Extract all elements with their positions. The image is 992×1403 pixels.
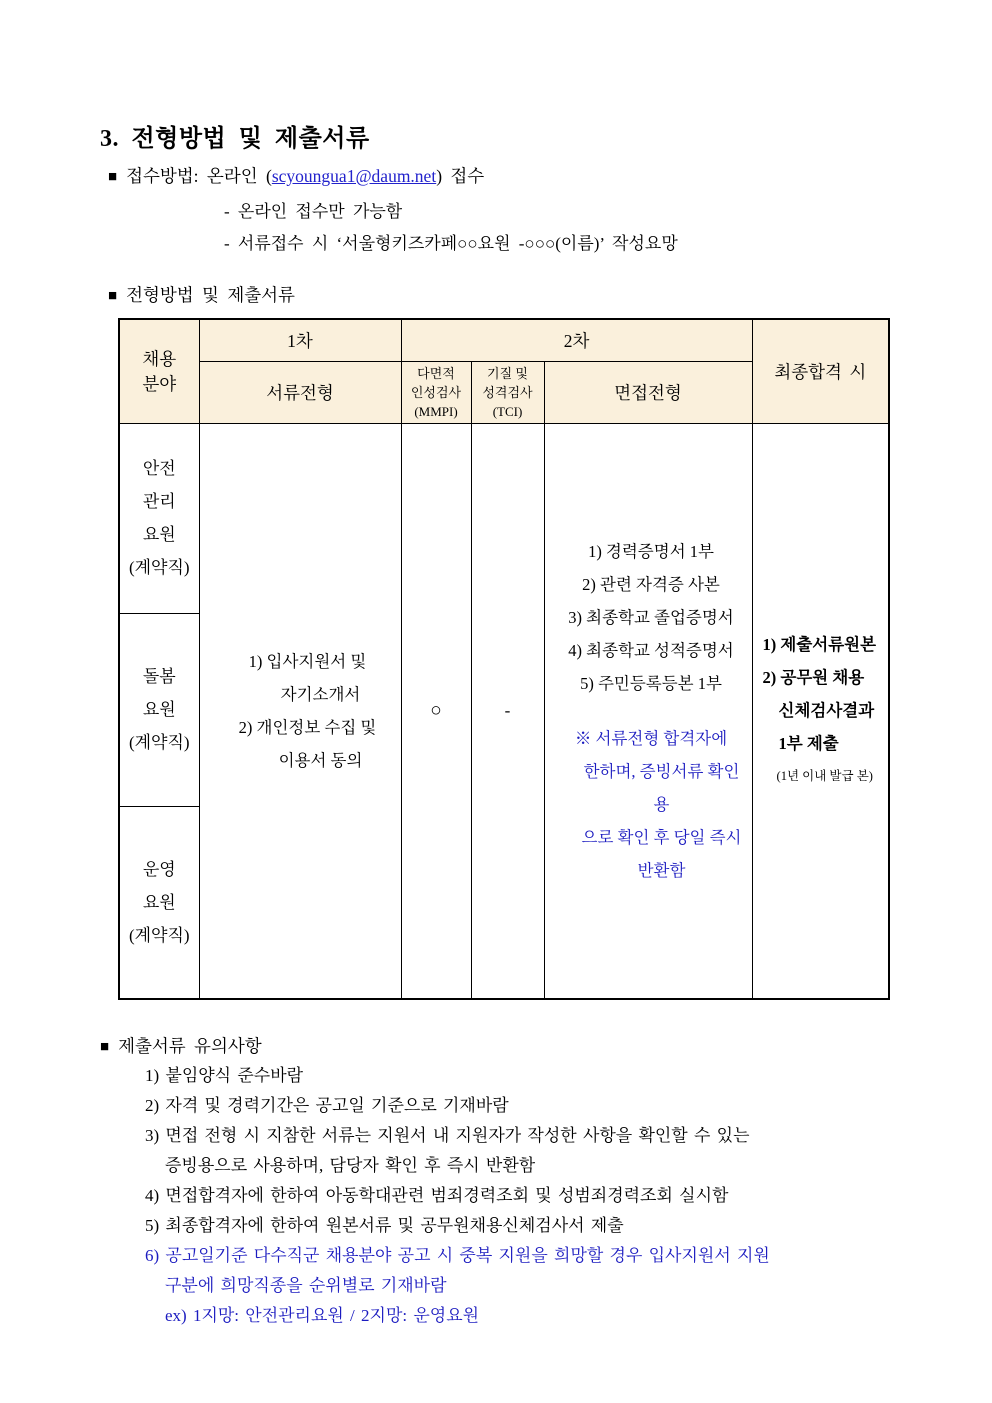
cell-mmpi-mark: ○	[401, 423, 471, 999]
note-line: 증빙용으로 사용하며, 담당자 확인 후 즉시 반환함	[165, 1156, 536, 1175]
cell-interview-requirements: 1) 경력증명서 1부 2) 관련 자격증 사본 3) 최종학교 졸업증명서 4) 최종학교 성적증명서 5) 주민등록등본 1부 ※ 서류전형 합격자에 한하며, 증빙서류 확인용 으로 확인 후 당일 즉시 반환함	[544, 423, 752, 999]
header-recruit-field: 채용 분야	[119, 319, 199, 423]
header-round1: 1차	[199, 319, 401, 361]
header-round2: 2차	[401, 319, 752, 361]
note-line: ex) 1지망: 안전관리요원 / 2지망: 운영요원	[165, 1306, 480, 1325]
cell-doc-screening-requirements: 1) 입사지원서 및 자기소개서 2) 개인정보 수집 및 이용서 동의	[199, 423, 401, 999]
email-link[interactable]: scyoungua1@daum.net	[271, 166, 437, 186]
cell-tci-mark: -	[471, 423, 544, 999]
cell-final-pass-requirements: 1) 제출서류원본 2) 공무원 채용 신체검사결과 1부 제출 (1년 이내 발급 본)	[752, 423, 889, 999]
note-line: 구분에 희망직종을 순위별로 기재바람	[165, 1276, 447, 1295]
notes-list	[145, 1061, 770, 1331]
note-line: 2) 자격 및 경력기간은 공고일 기준으로 기재바람	[145, 1096, 509, 1115]
reception-method-line	[108, 163, 484, 188]
page-title: 3. 전형방법 및 제출서류	[100, 126, 370, 152]
note-line: 3) 면접 전형 시 지참한 서류는 지원서 내 지원자가 작성한 사항을 확인할 수 있는	[145, 1126, 750, 1145]
table-section-heading	[108, 282, 295, 307]
note-line: 5) 최종합격자에 한하여 원본서류 및 공무원채용신체검사서 제출	[145, 1216, 624, 1235]
note-line: 6) 공고일기준 다수직군 채용분야 공고 시 중복 지원을 희망할 경우 입사지원서 지원	[145, 1246, 770, 1265]
section-bullet-icon: ■	[100, 1039, 110, 1055]
notes-section-title: 제출서류 유의사항	[118, 1036, 262, 1056]
section-bullet-icon: ■	[108, 169, 118, 185]
reception-sub-note-1: - 온라인 접수만 가능함	[224, 202, 403, 221]
reception-label-after: ) 접수	[436, 166, 485, 186]
row-safety-manager: 안전 관리 요원 (계약직)	[119, 423, 199, 613]
table-section-title: 전형방법 및 제출서류	[126, 285, 295, 305]
header-tci: 기질 및 성격검사 (TCI)	[471, 361, 544, 423]
interview-note: ※ 서류전형 합격자에 한하며, 증빙서류 확인용 으로 확인 후 당일 즉시 반환함	[574, 728, 742, 880]
row-operation-worker: 운영 요원 (계약직)	[119, 806, 199, 999]
reception-sub-note-2: - 서류접수 시 ‘서울형키즈카페○○요원 -○○○(이름)’ 작성요망	[224, 234, 678, 253]
selection-method-table	[118, 318, 890, 1000]
row-care-worker: 돌봄 요원 (계약직)	[119, 613, 199, 806]
header-interview: 면접전형	[544, 361, 752, 423]
note-line: 4) 면접합격자에 한하여 아동학대관련 범죄경력조회 및 성범죄경력조회 실시함	[145, 1186, 729, 1205]
section-bullet-icon: ■	[108, 288, 118, 304]
note-line: 1) 붙임양식 준수바람	[145, 1066, 304, 1085]
notes-section-heading	[100, 1033, 262, 1058]
header-final-pass: 최종합격 시	[752, 319, 889, 423]
reception-label: 접수방법: 온라인 (	[126, 166, 272, 186]
header-doc-screening: 서류전형	[199, 361, 401, 423]
header-mmpi: 다면적 인성검사 (MMPI)	[401, 361, 471, 423]
